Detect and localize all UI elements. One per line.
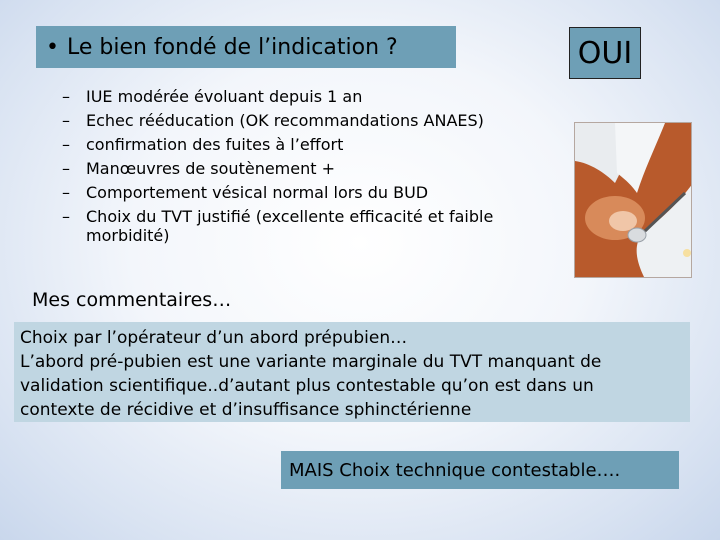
list-item-text: confirmation des fuites à l’effort <box>86 135 344 154</box>
list-item <box>62 157 572 181</box>
dash-marker: – <box>62 183 70 202</box>
slide-title-text: Le bien fondé de l’indication ? <box>66 34 398 60</box>
comments-heading: Mes commentaires… <box>32 289 232 311</box>
comment-line: validation scientifique..d’autant plus contestable qu’on est dans un <box>20 376 594 396</box>
comment-line: contexte de récidive et d’insuffisance sphinctérienne <box>20 400 472 420</box>
dash-marker: – <box>62 135 70 154</box>
list-item <box>62 109 572 133</box>
title-bullet: • <box>46 34 59 60</box>
dash-marker: – <box>62 111 70 130</box>
surgical-photo-illustration <box>575 123 692 278</box>
list-item-text: Choix du TVT justifié (excellente efficacité et faible morbidité) <box>86 207 494 245</box>
slide-title <box>36 26 456 68</box>
list-item <box>62 133 572 157</box>
list-item-text: Manœuvres de soutènement + <box>86 159 336 178</box>
list-item <box>62 205 572 248</box>
criteria-list <box>62 85 572 248</box>
comment-line: L’abord pré-pubien est une variante marginale du TVT manquant de <box>20 352 602 372</box>
dash-marker: – <box>62 87 70 106</box>
dash-marker: – <box>62 207 70 226</box>
list-item-text: Echec rééducation (OK recommandations ANAES) <box>86 111 484 130</box>
list-item-text: IUE modérée évoluant depuis 1 an <box>86 87 363 106</box>
list-item-text: Comportement vésical normal lors du BUD <box>86 183 429 202</box>
comment-line: Choix par l’opérateur d’un abord prépubien… <box>20 328 408 348</box>
list-item <box>62 85 572 109</box>
answer-badge: OUI <box>569 27 641 79</box>
surgical-photo <box>574 122 692 278</box>
conclusion-box: MAIS Choix technique contestable…. <box>281 451 679 489</box>
list-item <box>62 181 572 205</box>
dash-marker: – <box>62 159 70 178</box>
comments-box <box>14 322 690 422</box>
